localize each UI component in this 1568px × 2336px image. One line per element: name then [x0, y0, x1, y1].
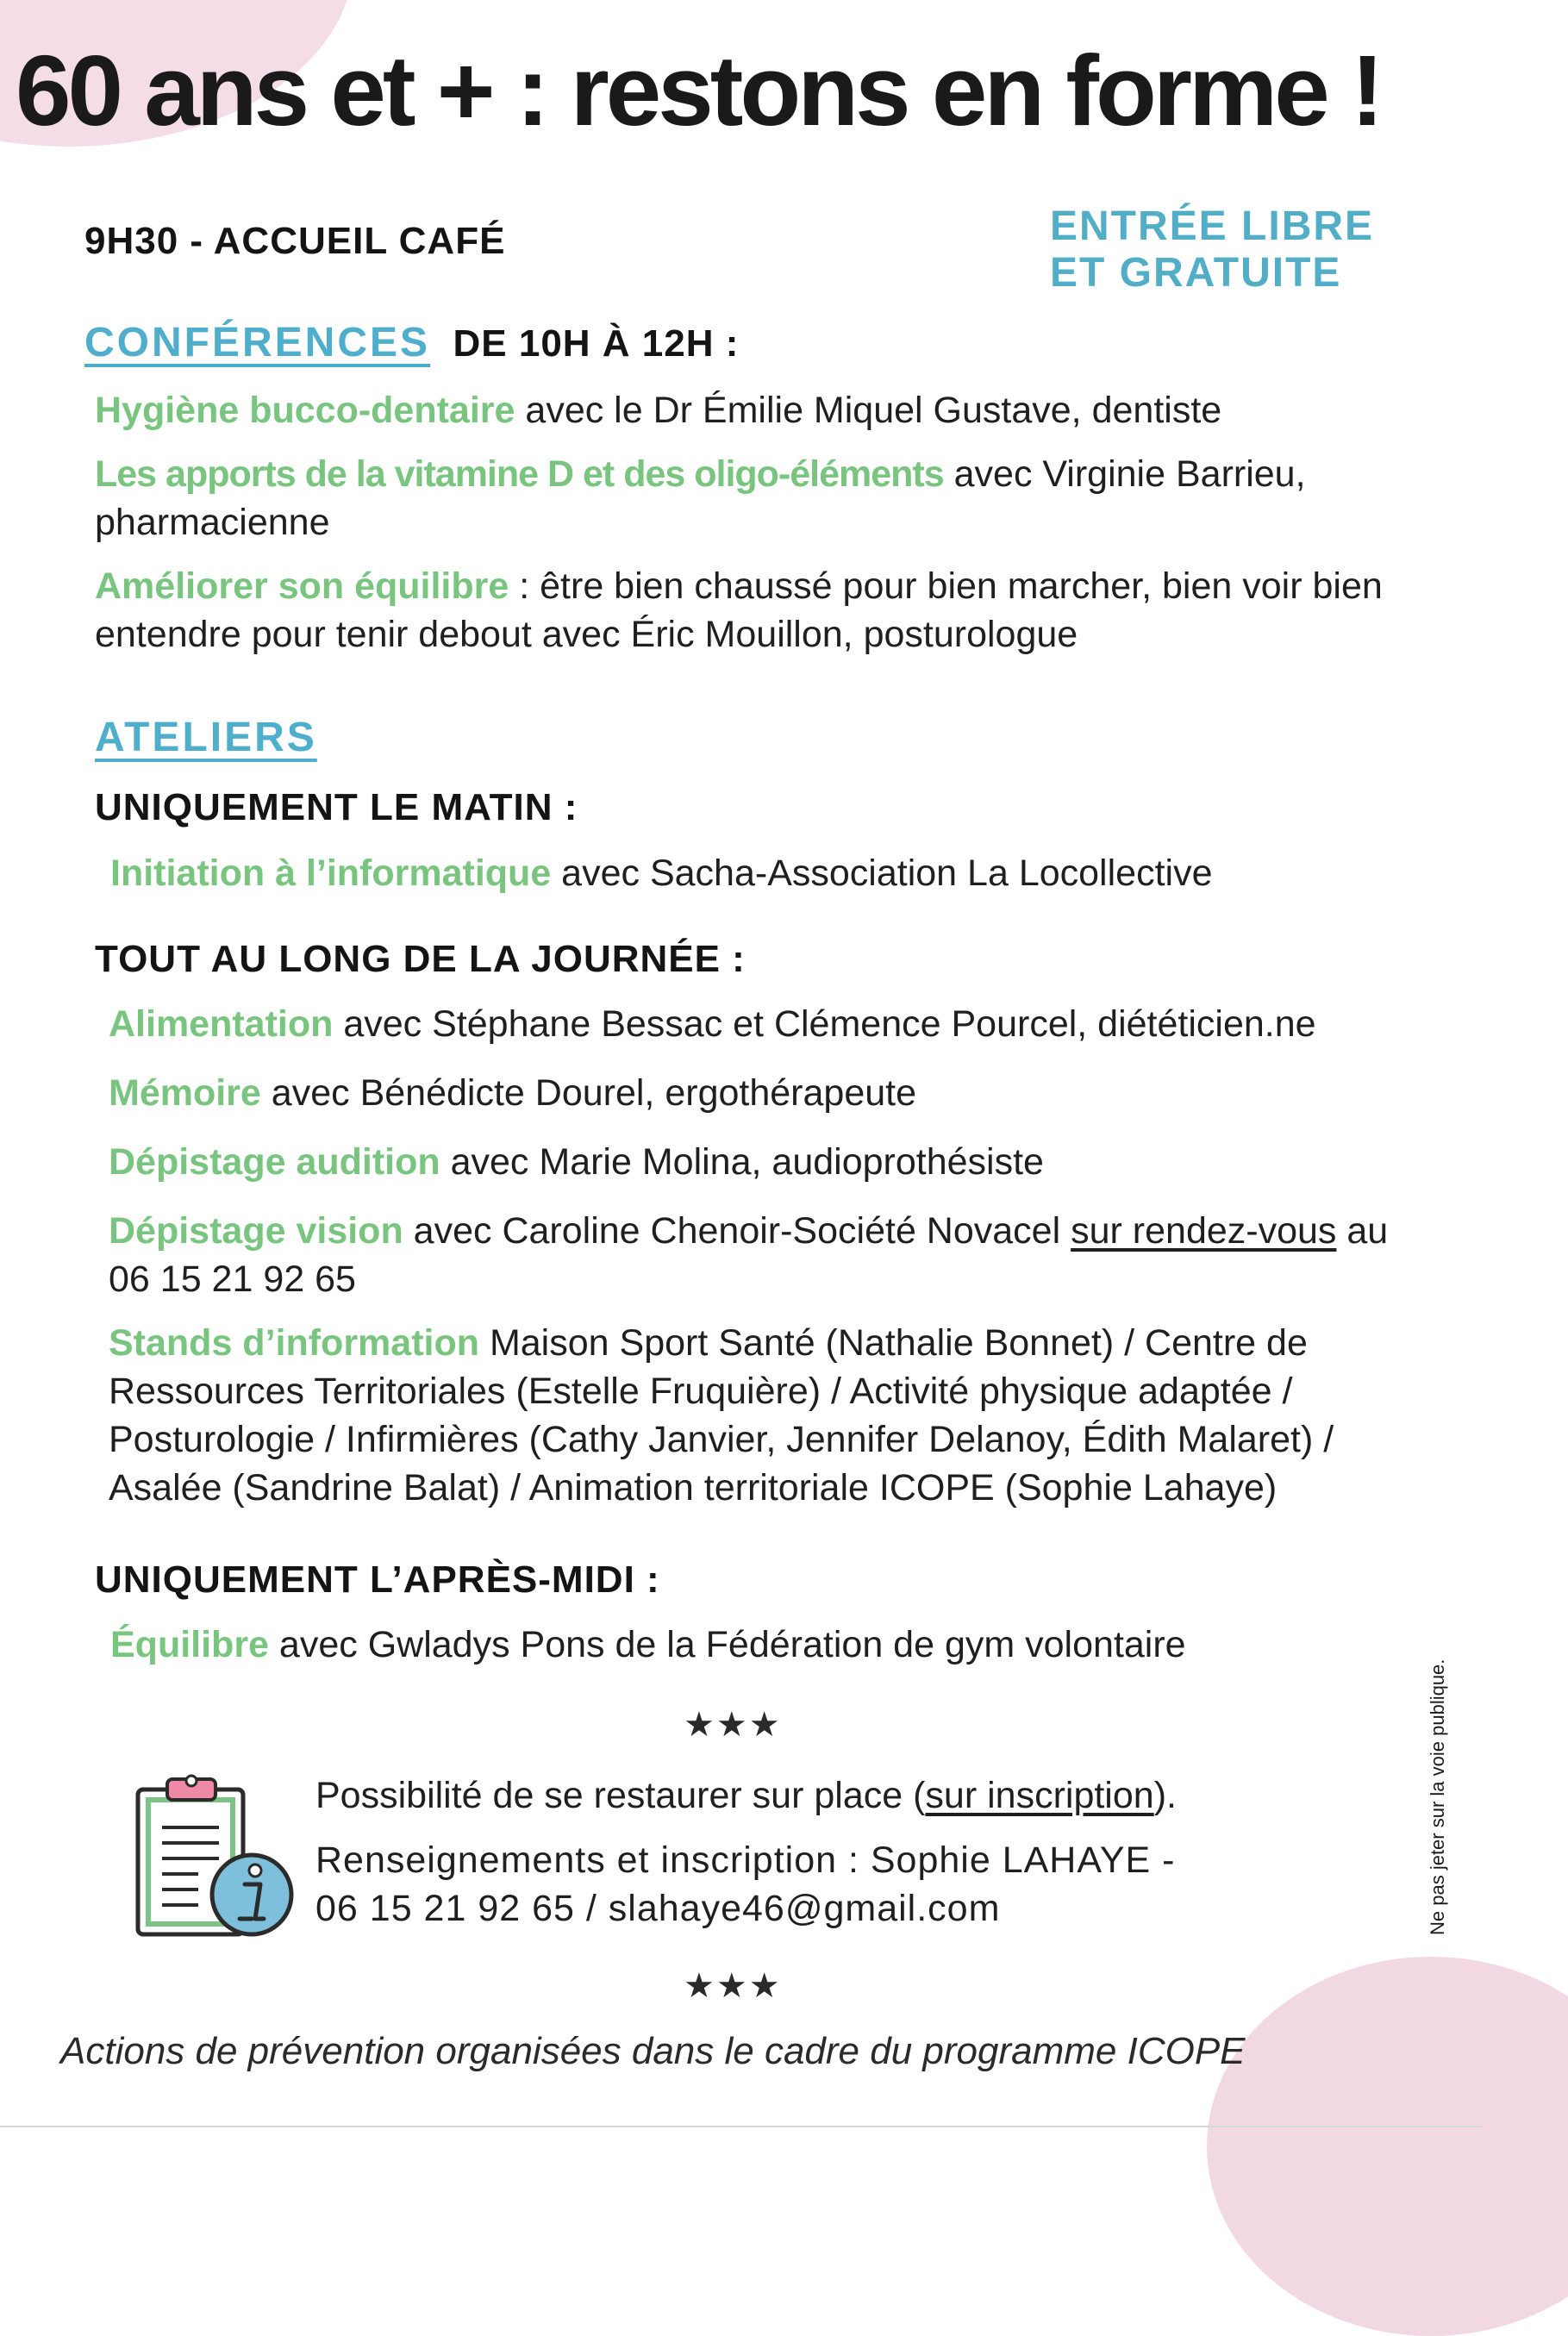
page-title: 60 ans et + : restons en forme ! — [16, 34, 1381, 147]
item-text: Maison Sport Santé (Nathalie Bonnet) / Centre de Ressources Territoriales (Estelle Fruquière) / Activité physique adaptée / Posturologie / Infirmières (Cathy Janvier, Jennifer Delanoy, Édith Malaret) / Asalée (Sandrine Balat) / Animation territoriale ICOPE (Sophie Lahaye) — [109, 1322, 1334, 1508]
item-text-after: au 06 15 21 92 65 — [109, 1210, 1389, 1300]
lunch-text: Possibilité de se restaurer sur place ( — [315, 1775, 926, 1816]
list-item — [95, 386, 1440, 434]
free-entry-line2: ET GRATUITE — [1050, 250, 1342, 296]
appointment-link[interactable]: sur rendez-vous — [1071, 1210, 1337, 1252]
lunch-text-after: ). — [1153, 1775, 1177, 1816]
page-edge-line — [0, 2126, 1483, 2127]
list-item — [95, 450, 1440, 547]
item-text: avec le Dr Émilie Miquel Gustave, dentiste — [515, 390, 1222, 431]
item-topic: Initiation à l’informatique — [110, 853, 552, 894]
contact-line2: 06 15 21 92 65 / slahaye46@gmail.com — [315, 1888, 1001, 1929]
list-item — [109, 1319, 1436, 1512]
ateliers-label: ATELIERS — [95, 715, 317, 760]
allday-heading: TOUT AU LONG DE LA JOURNÉE : — [95, 938, 746, 980]
list-item — [109, 1069, 1436, 1117]
list-item — [95, 562, 1440, 659]
morning-heading: UNIQUEMENT LE MATIN : — [95, 786, 578, 828]
list-item — [109, 1207, 1436, 1303]
list-item — [109, 1138, 1436, 1186]
separator-stars: ★★★ — [684, 1967, 782, 2005]
item-topic: Alimentation — [109, 1003, 334, 1045]
item-text: : être bien chaussé pour bien marcher, bien voir bien entendre pour tenir debout avec Éric Mouillon, posturologue — [95, 565, 1383, 655]
item-text: avec Stéphane Bessac et Clémence Pourcel, diététicien.ne — [333, 1003, 1316, 1045]
clipboard-info-icon — [129, 1774, 302, 1946]
list-item — [110, 1621, 1438, 1669]
separator-stars: ★★★ — [684, 1706, 782, 1744]
item-topic: Dépistage vision — [109, 1210, 403, 1252]
item-text: avec Caroline Chenoir-Société Novacel — [403, 1210, 1071, 1252]
item-topic: Stands d’information — [109, 1322, 479, 1364]
footer-text: Actions de prévention organisées dans le cadre du programme ICOPE — [60, 2030, 1246, 2072]
item-topic: Améliorer son équilibre — [95, 565, 509, 607]
item-topic: Mémoire — [109, 1072, 261, 1114]
item-text: avec Bénédicte Dourel, ergothérapeute — [260, 1072, 917, 1114]
contact-line1: Renseignements et inscription : Sophie LAHAYE - — [315, 1839, 1176, 1881]
conferences-time: DE 10H À 12H : — [453, 322, 740, 365]
welcome-time: 9H30 - ACCUEIL CAFÉ — [84, 220, 506, 262]
conferences-heading — [84, 319, 739, 366]
free-entry-line1: ENTRÉE LIBRE — [1050, 203, 1375, 249]
item-topic: Dépistage audition — [109, 1141, 440, 1183]
item-text: avec Marie Molina, audioprothésiste — [440, 1141, 1044, 1183]
contact-info — [315, 1836, 1419, 1933]
lunch-info — [315, 1771, 1419, 1820]
free-entry-badge — [1050, 203, 1374, 297]
item-topic: Équilibre — [110, 1624, 269, 1665]
item-text: avec Gwladys Pons de la Fédération de gym volontaire — [268, 1624, 1186, 1665]
afternoon-heading: UNIQUEMENT L’APRÈS-MIDI : — [95, 1558, 660, 1601]
item-text: avec Virginie Barrieu, pharmacienne — [95, 453, 1306, 543]
item-topic: Les apports de la vitamine D et des oligo-éléments — [95, 453, 944, 495]
list-item — [109, 1000, 1436, 1048]
decorative-pink-blob-bottom — [1207, 1957, 1568, 2336]
conferences-label: CONFÉRENCES — [84, 320, 431, 365]
item-topic: Hygiène bucco-dentaire — [95, 390, 515, 431]
side-note: Ne pas jeter sur la voie publique. — [1427, 1658, 1448, 1935]
registration-link[interactable]: sur inscription — [925, 1775, 1154, 1816]
list-item — [110, 849, 1438, 897]
item-text: avec Sacha-Association La Locollective — [551, 853, 1213, 894]
